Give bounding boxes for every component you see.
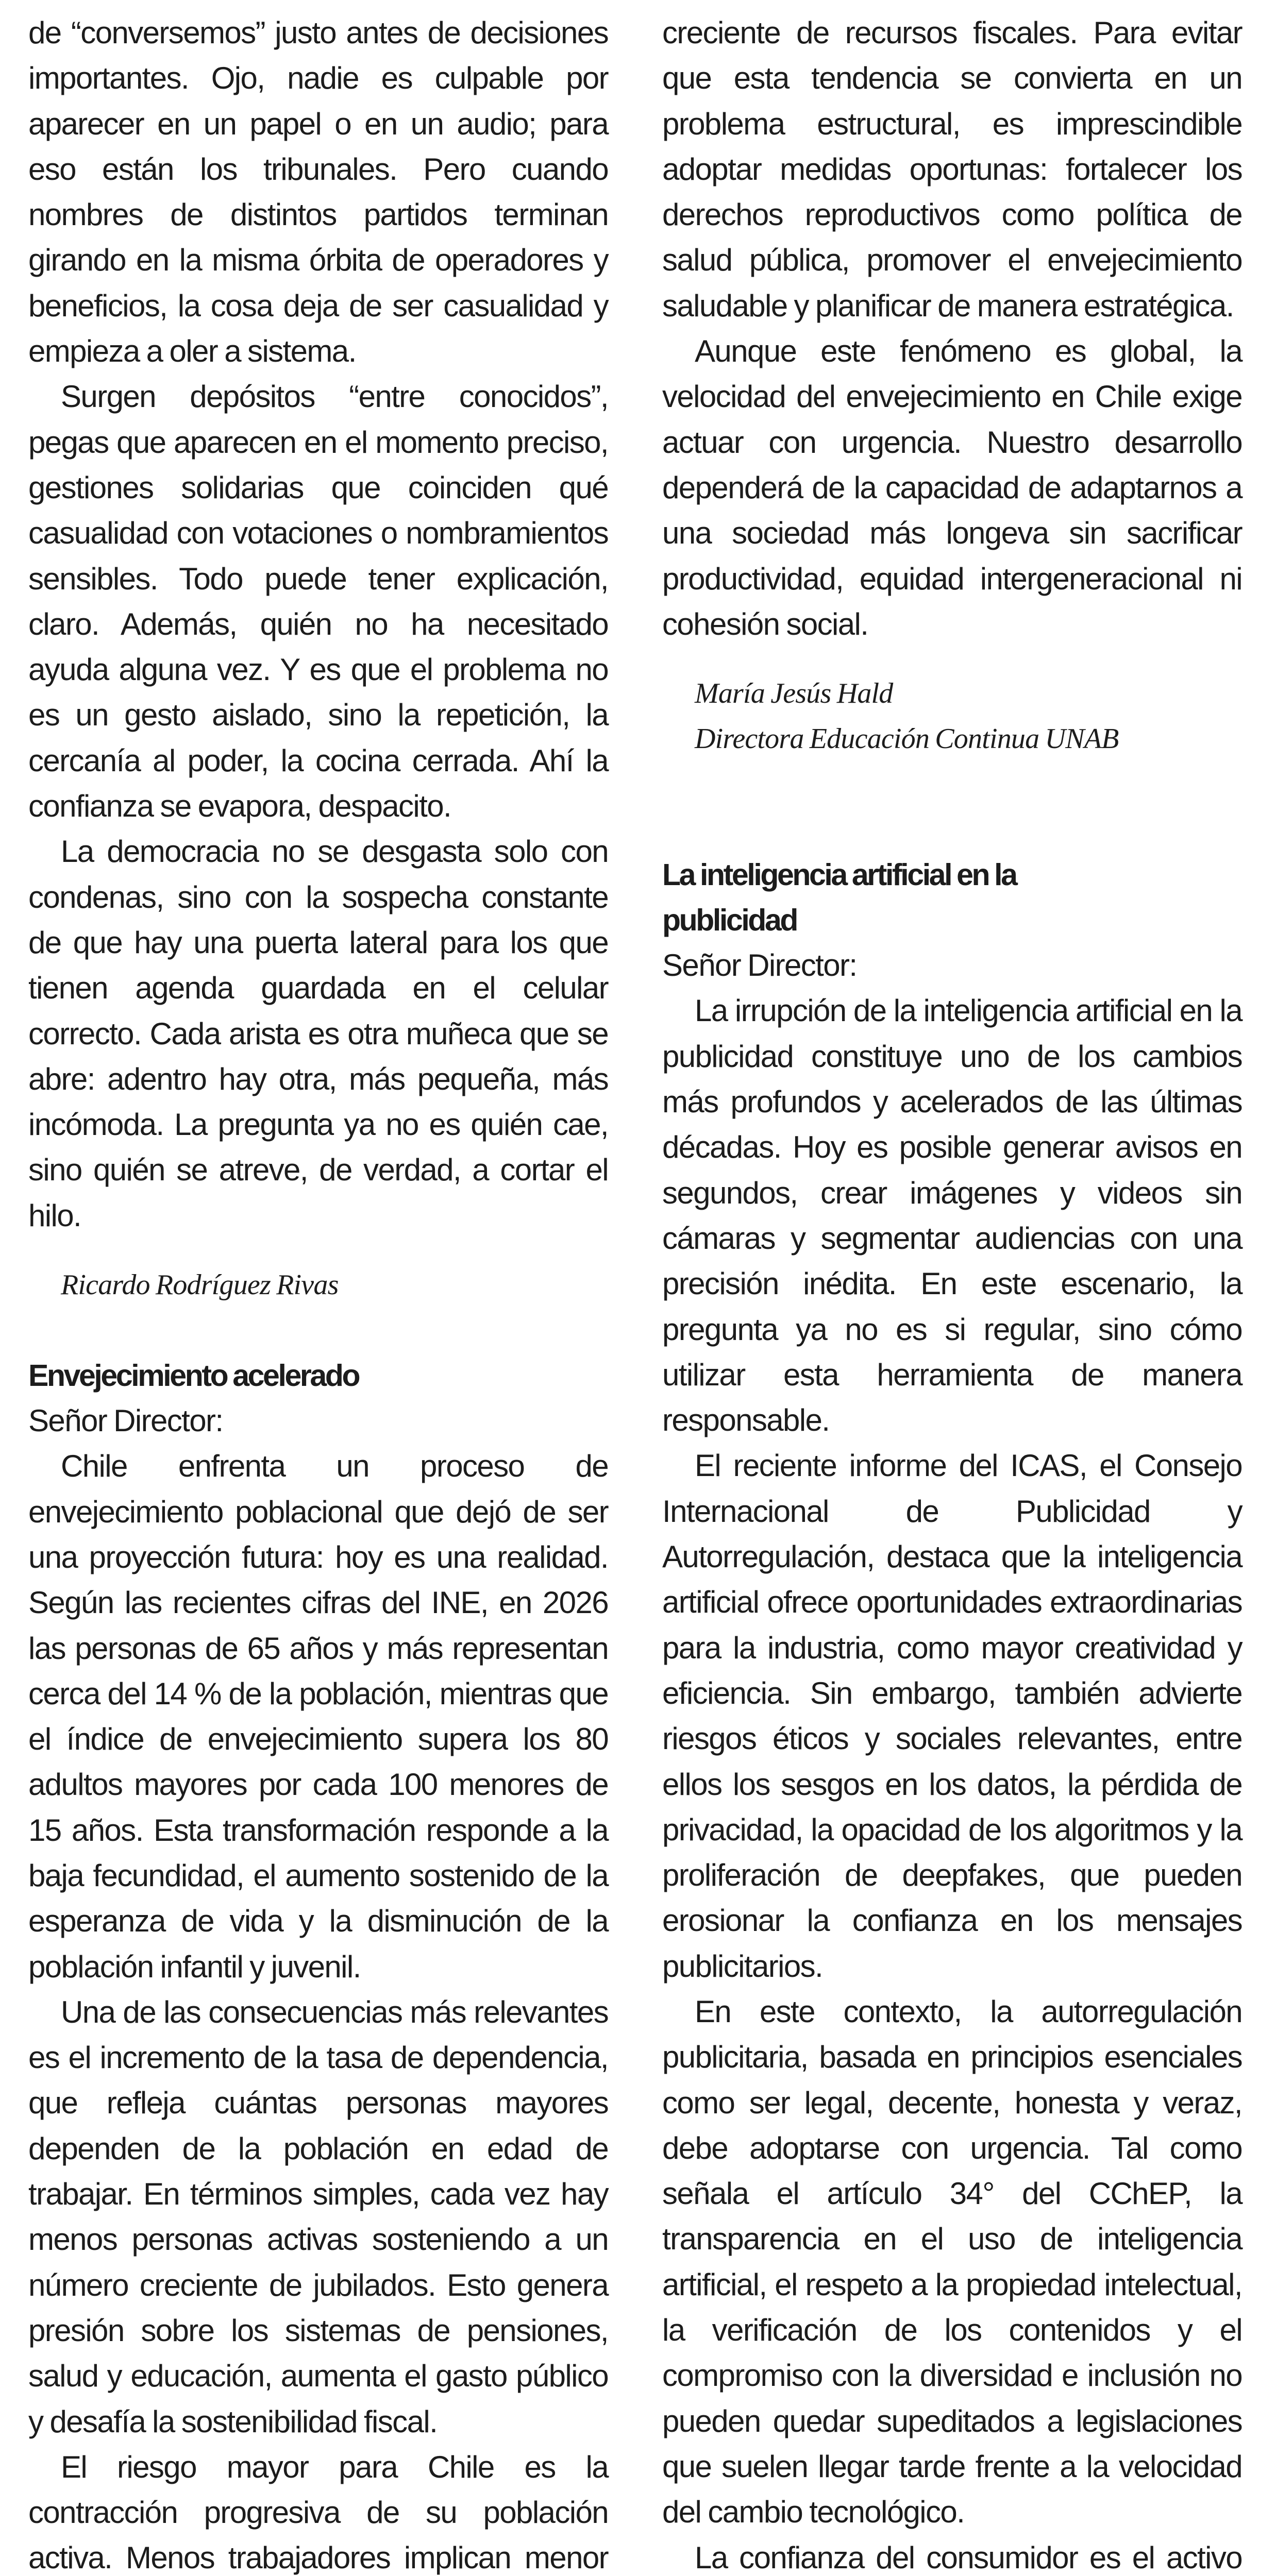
- letter-paragraph: La irrupción de la inteligencia artificial en la publicidad constituye uno de los cambios más profundos y acelerados de las últimas décadas. Hoy es posible generar avisos en segundos, crear imágenes y videos sin cámaras y segmentar audiencias con una precisión inédita. En este escenario, la pregunta ya no es si regular, sino cómo utilizar esta herramienta de manera responsable.: [662, 993, 1242, 1438]
- letter-paragraph-continued: creciente de recursos fiscales. Para evitar que esta tendencia se convierta en un problema estructural, es imprescindible adoptar medidas oportunas: fortalecer los derechos reproductivos como política de salud pública, promover el envejecimiento saludable y planificar de manera estratégica.: [662, 15, 1242, 323]
- letter-paragraph: La democracia no se desgasta solo con condenas, sino con la sospecha constante de que hay una puerta lateral para los que tienen agenda guardada en el celular correcto. Cada arista es otra muñeca que se abre: adentro hay otra, más pequeña, más incómoda. La pregunta ya no es quién cae, sino quién se atreve, de verdad, a cortar el hilo.: [28, 834, 608, 1233]
- letter-author-role: Directora Educación Continua UNAB: [695, 723, 1119, 755]
- letter-salutation: Señor Director:: [662, 948, 857, 983]
- letter-envejecimiento: [28, 1353, 608, 2576]
- letter-envejecimiento-continued: [662, 10, 1242, 761]
- letter-paragraph: En este contexto, la autorregulación publicitaria, basada en principios esenciales como ser legal, decente, honesta y veraz, debe adoptarse con urgencia. Tal como señala el artículo 34° del CChEP, la transparencia en el uso de inteligencia artificial, el respeto a la propiedad intelectual, la verificación de los contenidos y el compromiso con la diversidad e inclusión no pueden quedar supeditados a legislaciones que suelen llegar tarde frente a la velocidad del cambio tecnológico.: [662, 1994, 1242, 2530]
- letter-corrupcion-continued: [28, 10, 608, 1308]
- letter-title: La inteligencia artificial en la publicidad: [662, 858, 1016, 938]
- letter-paragraph: de “conversemos” justo antes de decisiones importantes. Ojo, nadie es culpable por aparecer en un papel o en un audio; para eso están los tribunales. Pero cuando nombres de distintos partidos terminan girando en la misma órbita de operadores y beneficios, la cosa deja de ser casualidad y empieza a oler a sistema.: [28, 15, 608, 369]
- letter-paragraph: Surgen depósitos “entre conocidos”, pegas que aparecen en el momento preciso, gestiones solidarias que coinciden qué casualidad con votaciones o nombramientos sensibles. Todo puede tener explicación, claro. Además, quién no ha necesitado ayuda alguna vez. Y es que el problema no es un gesto aislado, sino la repetición, la cercanía al poder, la cocina cerrada. Ahí la confianza se evapora, despacito.: [28, 379, 608, 824]
- letter-author: Ricardo Rodríguez Rivas: [61, 1269, 339, 1301]
- letter-paragraph: Aunque este fenómeno es global, la velocidad del envejecimiento en Chile exige actuar con urgencia. Nuestro desarrollo dependerá de la capacidad de adaptarnos a una sociedad más longeva sin sacrificar productividad, equidad intergeneracional ni cohesión social.: [662, 334, 1242, 641]
- letter-author: María Jesús Hald: [695, 677, 893, 710]
- letter-paragraph: Una de las consecuencias más relevantes es el incremento de la tasa de dependencia, que refleja cuántas personas mayores dependen de la población en edad de trabajar. En términos simples, cada vez hay menos personas activas sosteniendo a un número creciente de jubilados. Esto genera presión sobre los sistemas de pensiones, salud y educación, aumenta el gasto público y desafía la sostenibilidad fiscal.: [28, 1994, 608, 2439]
- letter-salutation: Señor Director:: [28, 1403, 223, 1438]
- letter-inteligencia-artificial: [662, 852, 1242, 2576]
- letter-paragraph: El reciente informe del ICAS, el Consejo Internacional de Publicidad y Autorregulación, destaca que la inteligencia artificial ofrece oportunidades extraordinarias para la industria, como mayor creatividad y eficiencia. Sin embargo, también advierte riesgos éticos y sociales relevantes, entre ellos los sesgos en los datos, la pérdida de privacidad, la opacidad de los algoritmos y la proliferación de deepfakes, que pueden erosionar la confianza en los mensajes publicitarios.: [662, 1448, 1242, 1984]
- left-column: [28, 10, 608, 2576]
- letter-paragraph: Chile enfrenta un proceso de envejecimiento poblacional que dejó de ser una proyección futura: hoy es una realidad. Según las recientes cifras del INE, en 2026 las personas de 65 años y más representan cerca del 14 % de la población, mientras que el índice de envejecimiento supera los 80 adultos mayores por cada 100 menores de 15 años. Esta transformación responde a la baja fecundidad, el aumento sostenido de la esperanza de vida y la disminución de la población infantil y juvenil.: [28, 1449, 608, 1984]
- letter-paragraph: El riesgo mayor para Chile es la contracción progresiva de su población activa. Menos trabajadores implican menor: [28, 2449, 608, 2575]
- letter-paragraph: La confianza del consumidor es el activo: [695, 2540, 1242, 2575]
- letter-title: Envejecimiento acelerado: [28, 1359, 359, 1393]
- right-column: [662, 10, 1242, 2576]
